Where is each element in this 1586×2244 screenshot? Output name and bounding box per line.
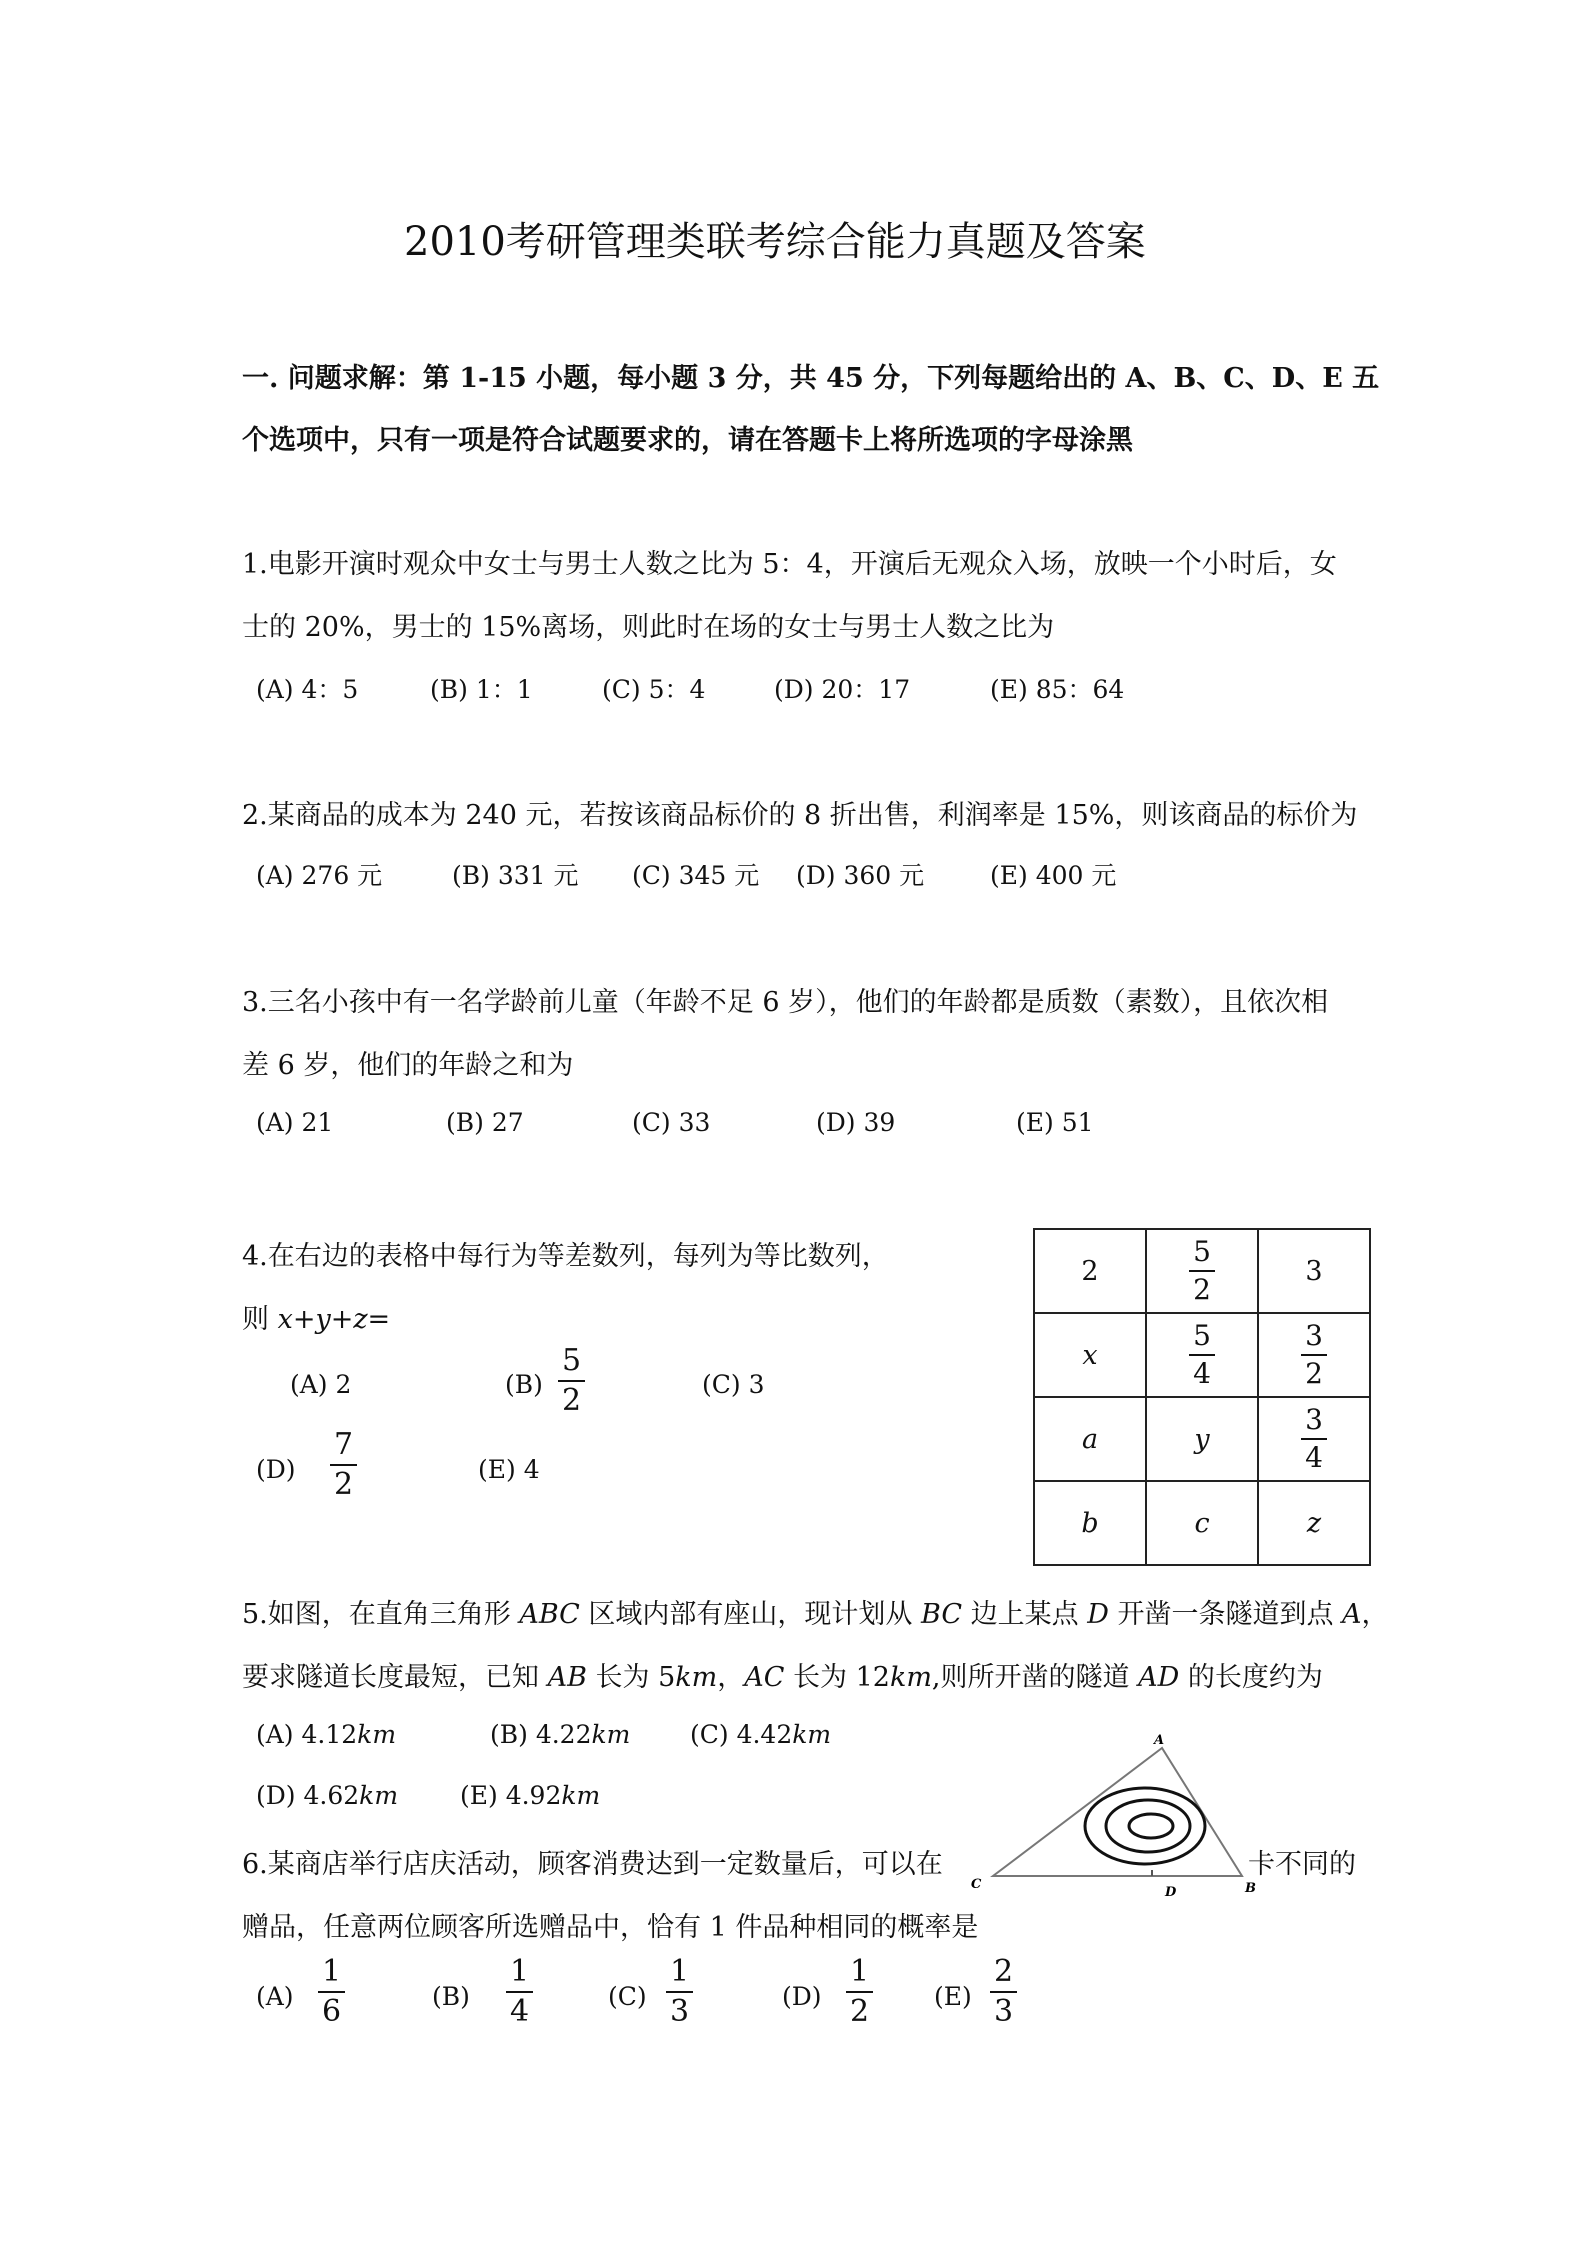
q4-option-a: (A) 2 [290, 1370, 352, 1399]
q6-stem-line1-left: 6.某商店举行店庆活动，顾客消费达到一定数量后，可以在 [242, 1849, 943, 1880]
table-cell [1146, 1313, 1258, 1397]
table-row [1034, 1313, 1370, 1397]
triangle-outline [993, 1748, 1242, 1876]
q6-option-d-fraction: $\frac{1}{2}$ [846, 1957, 873, 2027]
q2-stem-line1: 2.某商品的成本为 240 元，若按该商品标价的 8 折出售，利润率是 15%，则该商品的标价为 [242, 800, 1358, 831]
q6-option-c-label: (C) [608, 1982, 647, 2011]
q2-option-b: (B) 331 元 [452, 861, 579, 890]
q6-option-d-label: (D) [782, 1982, 822, 2011]
q5-option-a: (A) 4.12km [256, 1720, 397, 1749]
section-instructions-line1: 一. 问题求解：第 1-15 小题，每小题 3 分，共 45 分，下列每题给出的 A、B、C、D、E 五 [242, 363, 1380, 394]
q4-stem-line2: 则 x+y+z= [242, 1304, 391, 1335]
q2-option-c: (C) 345 元 [632, 861, 760, 890]
q4-option-d-fraction [330, 1427, 357, 1502]
q6-option-a-fraction: $\frac{1}{6}$ [318, 1957, 345, 2027]
q5-option-c: (C) 4.42km [690, 1720, 832, 1749]
q4-option-d-label: (D) [256, 1455, 296, 1484]
page-title: 2010考研管理类联考综合能力真题及答案 [404, 219, 1146, 265]
table-cell: c [1146, 1481, 1258, 1565]
q4-option-b-numerator: 5 [558, 1346, 585, 1382]
section-instructions-line2: 个选项中，只有一项是符合试题要求的，请在答题卡上将所选项的字母涂黑 [242, 425, 1133, 456]
table-cell: 2 [1034, 1229, 1146, 1313]
table-cell [1146, 1229, 1258, 1313]
q4-option-b-denominator: 2 [562, 1383, 582, 1418]
q4-option-e: (E) 4 [478, 1455, 540, 1484]
table-cell: 3 [1258, 1229, 1370, 1313]
q5-option-e: (E) 4.92km [460, 1781, 601, 1810]
q4-option-d-numerator: 7 [330, 1430, 357, 1466]
table-cell: x [1034, 1313, 1146, 1397]
q4-sequence-table [1033, 1228, 1371, 1566]
q4-option-c: (C) 3 [702, 1370, 765, 1399]
q4-option-d-denominator: 2 [334, 1467, 354, 1502]
q3-option-d: (D) 39 [816, 1108, 896, 1137]
table-row [1034, 1397, 1370, 1481]
q6-option-b-label: (B) [432, 1982, 470, 2011]
q1-option-b: (B) 1：1 [430, 675, 533, 704]
q3-option-e: (E) 51 [1016, 1108, 1094, 1137]
q3-option-c: (C) 33 [632, 1108, 711, 1137]
q1-stem-line2: 士的 20%，男士的 15%离场，则此时在场的女士与男士人数之比为 [242, 612, 1055, 643]
table-fraction: $\frac{5}{2}$ [1189, 1238, 1215, 1304]
q4-option-b-fraction [558, 1343, 585, 1418]
q5-triangle-figure [955, 1730, 1275, 1900]
mountain-contour-middle [1106, 1800, 1190, 1852]
table-row [1034, 1229, 1370, 1313]
q5-option-b: (B) 4.22km [490, 1720, 631, 1749]
table-cell: b [1034, 1481, 1146, 1565]
table-cell: a [1034, 1397, 1146, 1481]
table-cell: y [1146, 1397, 1258, 1481]
q4-option-b-label: (B) [505, 1370, 543, 1399]
q3-stem-line2: 差 6 岁，他们的年龄之和为 [242, 1050, 574, 1081]
q6-option-b-fraction: $\frac{1}{4}$ [506, 1957, 533, 2027]
table-fraction: $\frac{3}{4}$ [1301, 1406, 1327, 1472]
q1-option-a: (A) 4：5 [256, 675, 359, 704]
q3-option-b: (B) 27 [446, 1108, 524, 1137]
table-row [1034, 1481, 1370, 1565]
q2-option-e: (E) 400 元 [990, 861, 1117, 890]
q1-option-c: (C) 5：4 [602, 675, 706, 704]
q6-option-c-fraction: $\frac{1}{3}$ [666, 1957, 693, 2027]
label-b: B [1245, 1881, 1256, 1896]
q2-option-d: (D) 360 元 [796, 861, 925, 890]
q1-option-e: (E) 85：64 [990, 675, 1125, 704]
q1-stem-line1: 1.电影开演时观众中女士与男士人数之比为 5：4，开演后无观众入场，放映一个小时后，女 [242, 549, 1337, 580]
q1-option-d: (D) 20：17 [774, 675, 911, 704]
q3-option-a: (A) 21 [256, 1108, 334, 1137]
table-fraction: $\frac{5}{4}$ [1189, 1322, 1215, 1388]
q2-option-a: (A) 276 元 [256, 861, 383, 890]
table-cell [1258, 1397, 1370, 1481]
q6-stem-line1-right: 卡不同的 [1248, 1849, 1356, 1880]
q6-option-e-fraction: $\frac{2}{3}$ [990, 1957, 1017, 2027]
label-a: A [1154, 1733, 1165, 1748]
q6-stem-line2: 赠品，任意两位顾客所选赠品中，恰有 1 件品种相同的概率是 [242, 1912, 979, 1943]
table-cell: z [1258, 1481, 1370, 1565]
q3-stem-line1: 3.三名小孩中有一名学龄前儿童（年龄不足 6 岁），他们的年龄都是质数（素数），且依次相 [242, 987, 1329, 1018]
q6-option-e-label: (E) [934, 1982, 972, 2011]
mountain-contour-inner [1129, 1814, 1173, 1838]
table-fraction: $\frac{3}{2}$ [1301, 1322, 1327, 1388]
q4-stem-line1: 4.在右边的表格中每行为等差数列，每列为等比数列， [242, 1241, 889, 1272]
q5-option-d: (D) 4.62km [256, 1781, 399, 1810]
label-c: C [971, 1877, 982, 1892]
table-cell [1258, 1313, 1370, 1397]
q6-option-a-label: (A) [256, 1982, 294, 2011]
label-d: D [1165, 1885, 1177, 1900]
q5-stem-line2: 要求隧道长度最短，已知 AB 长为 5km，AC 长为 12km,则所开凿的隧道 AD 的长度约为 [242, 1662, 1323, 1693]
q5-stem-line1: 5.如图，在直角三角形 ABC 区域内部有座山，现计划从 BC 边上某点 D 开凿一条隧道到点 A， [242, 1599, 1389, 1630]
